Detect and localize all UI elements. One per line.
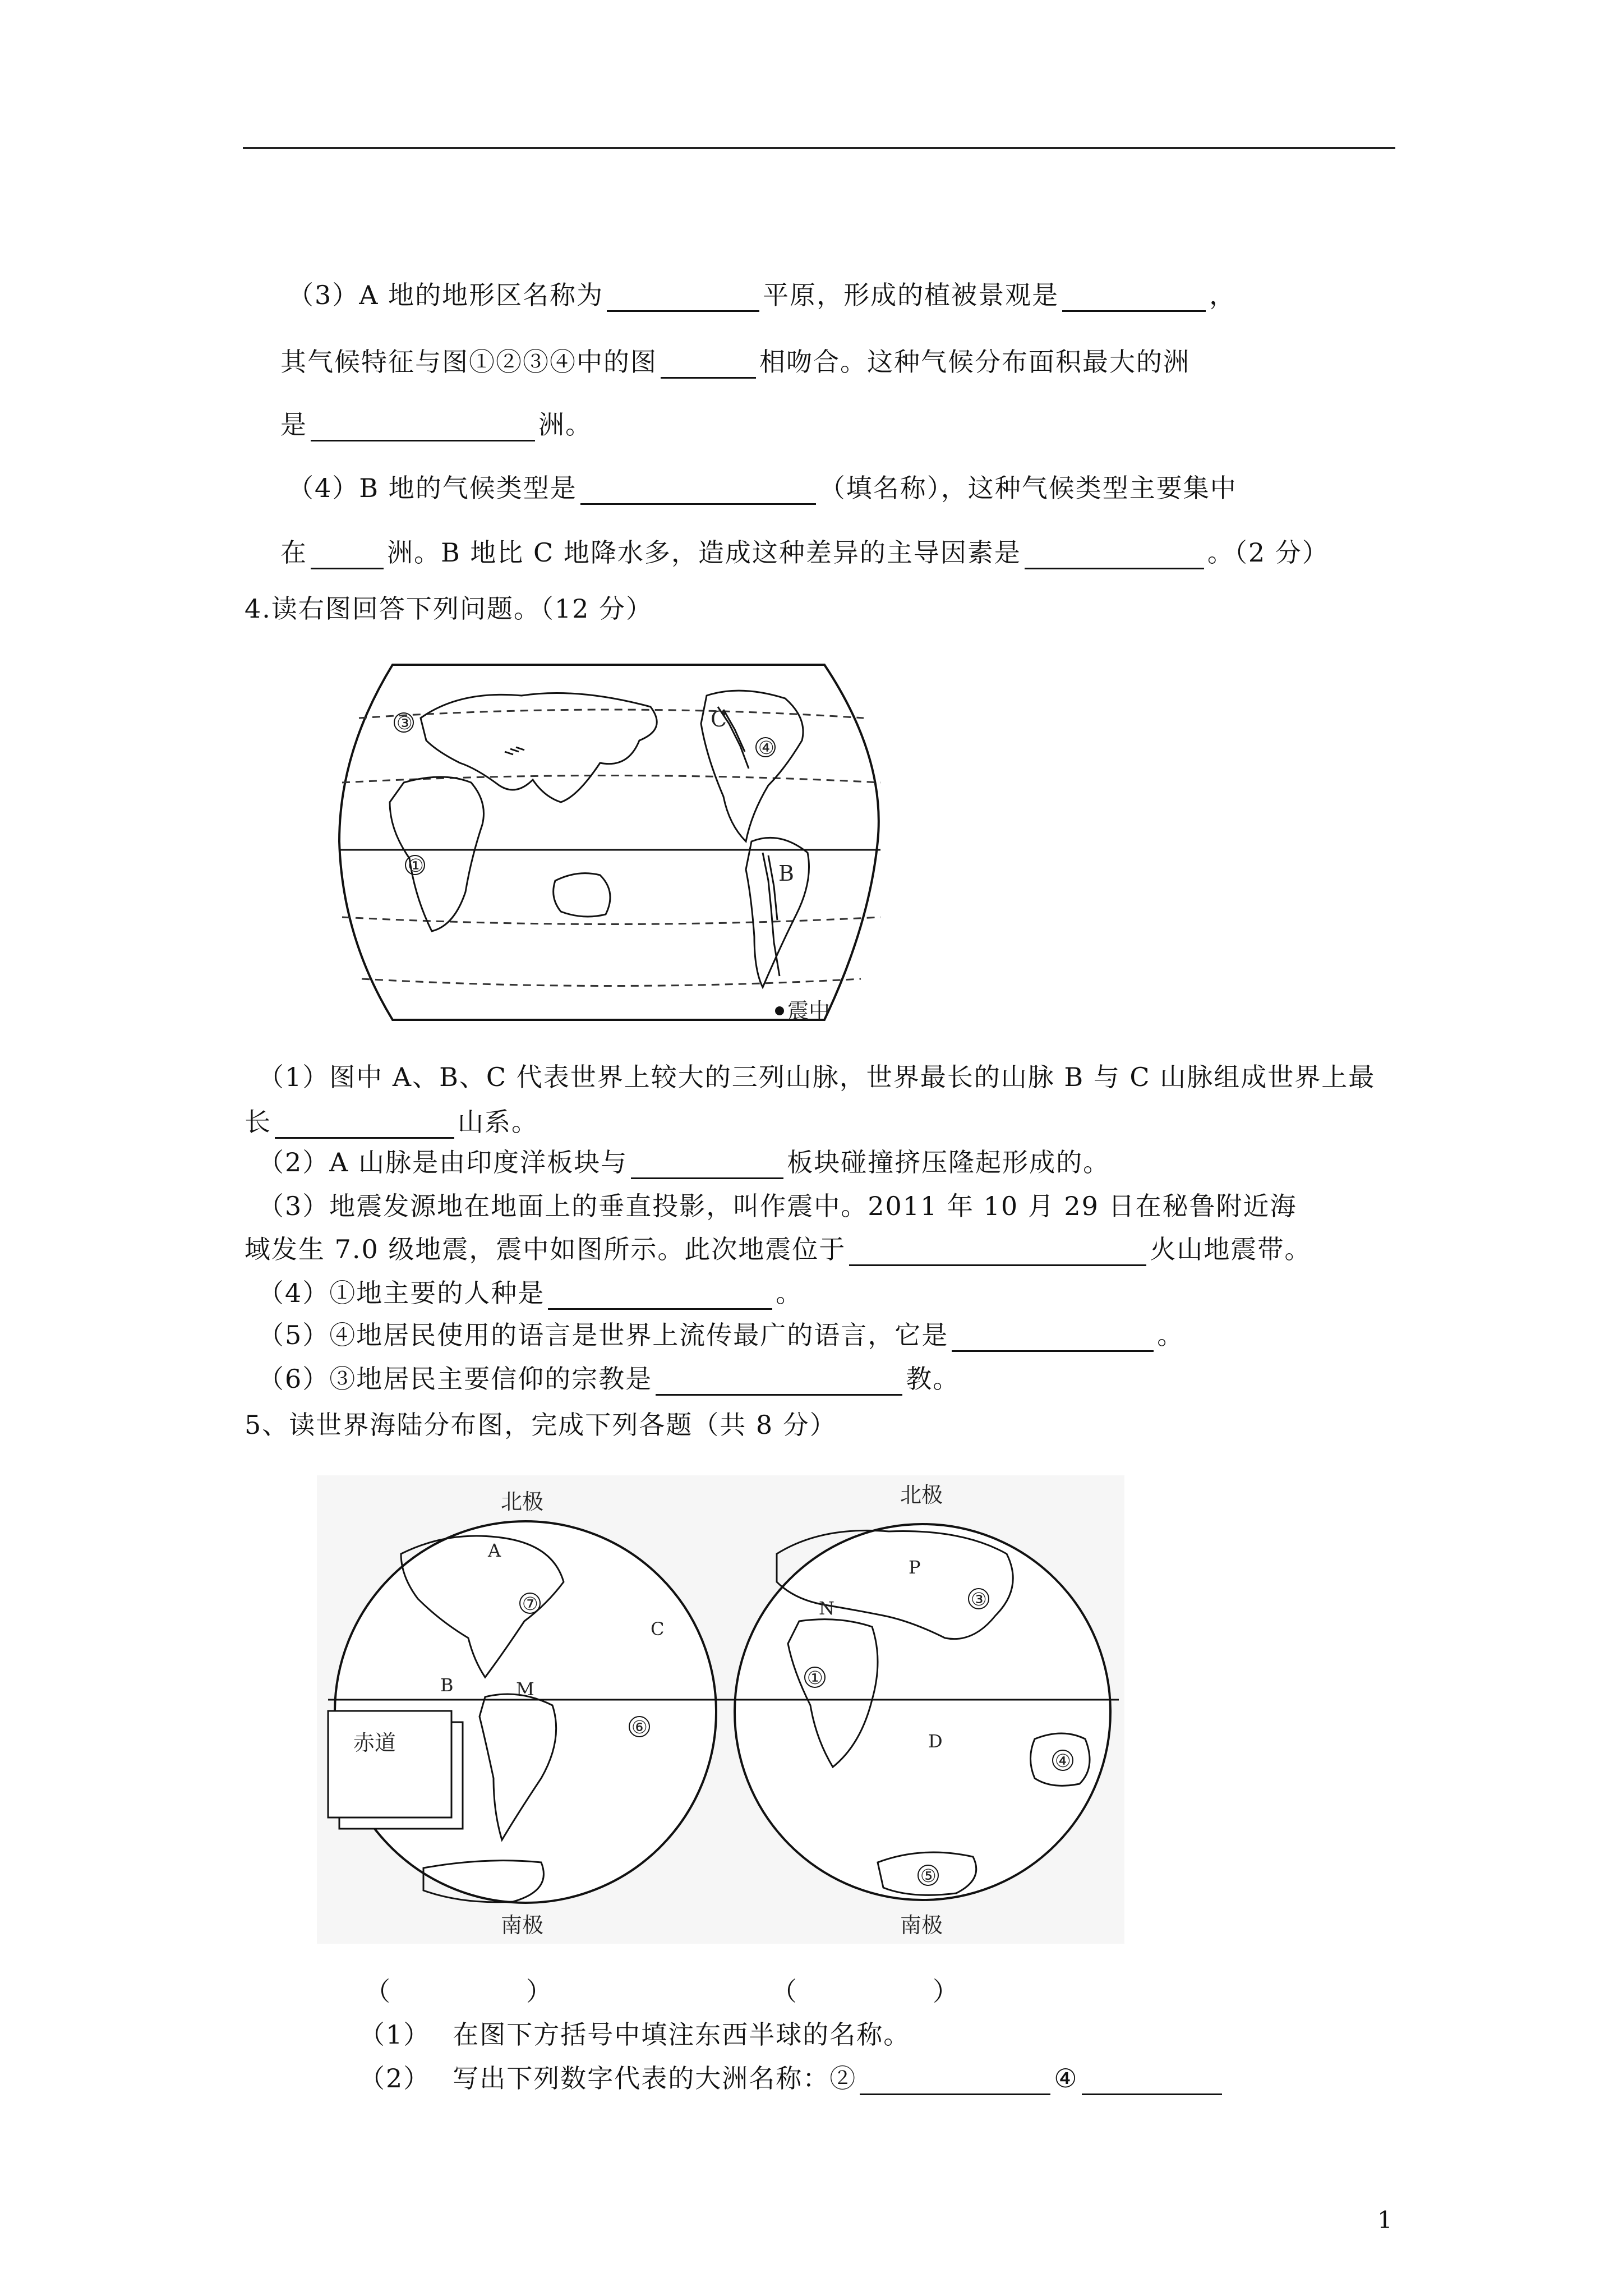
q4-s6-line: [258, 1362, 960, 1396]
q3-part3-text-2b: 相吻合。这种气候分布面积最大的洲: [759, 347, 1190, 377]
q4-label-3: ③: [396, 712, 413, 734]
blank-climate-figure[interactable]: [661, 349, 756, 379]
q5-s2-text: 写出下列数字代表的大洲名称：②: [453, 2063, 857, 2093]
q5-s1-line: [359, 2018, 910, 2051]
q4-title: 4.读右图回答下列问题。（12 分）: [245, 593, 653, 624]
q4-s4-text-a: （4）①地主要的人种是: [258, 1278, 545, 1308]
q3-part3-line1: [288, 278, 1236, 312]
q5-s1-text: 在图下方括号中填注东西半球的名称。: [453, 2019, 911, 2050]
q5-bracket-west-open: （: [365, 1976, 391, 2007]
q5-bracket-west-close: ）: [526, 1976, 553, 2007]
q5-label-5: ⑤: [920, 1865, 937, 1887]
q4-map-svg: [336, 656, 886, 1027]
q5-label-3: ③: [971, 1589, 987, 1610]
q3-part4-text-2c: 。（2 分）: [1207, 537, 1329, 568]
q5-label-P: P: [909, 1557, 921, 1578]
q3-part3-text-b: 平原，形成的植被景观是: [763, 280, 1059, 310]
q5-label-B: B: [440, 1674, 454, 1696]
q4-s3-line1: （3）地震发源地在地面上的垂直投影，叫作震中。2011 年 10 月 29 日在秘鲁附近海: [258, 1191, 1297, 1221]
q4-s5-text-b: 。: [1157, 1320, 1184, 1350]
q4-s3-text-b: 域发生 7.0 级地震，震中如图所示。此次地震位于: [245, 1234, 846, 1264]
header-rule: [243, 147, 1395, 149]
q5-label-N: N: [819, 1598, 834, 1619]
q4-label-4: ④: [758, 737, 774, 758]
q4-s1-text-b: 长: [245, 1107, 271, 1137]
q5-bracket-east-open: （: [771, 1976, 798, 2007]
blank-vegetation[interactable]: [1062, 282, 1206, 312]
q3-part4-line2: [280, 536, 1329, 569]
q5-s2-num: （2）: [359, 2063, 431, 2093]
q3-part4-text-b: （填名称），这种气候类型主要集中: [819, 473, 1237, 503]
blank-seismic-belt[interactable]: [849, 1236, 1146, 1266]
q5-north-pole-left: 北极: [501, 1489, 544, 1514]
q4-label-c: C: [711, 707, 727, 731]
q5-s1-num: （1）: [359, 2019, 431, 2050]
q5-bracket-west[interactable]: [365, 1975, 553, 2008]
q3-part3-text-3b: 洲。: [538, 409, 592, 440]
q4-s4-line: [258, 1276, 803, 1310]
q5-label-6: ⑥: [631, 1717, 648, 1738]
blank-climate-type[interactable]: [580, 475, 816, 505]
q4-s1-line1: （1）图中 A、B、C 代表世界上较大的三列山脉，世界最长的山脉 B 与 C 山脉组成世界上最: [258, 1062, 1376, 1092]
epicenter-marker: [775, 1006, 784, 1015]
q3-part4-text-2b: 洲。B 地比 C 地降水多，造成这种差异的主导因素是: [387, 537, 1021, 568]
blank-religion[interactable]: [656, 1366, 902, 1396]
q4-s2-text-a: （2）A 山脉是由印度洋板块与: [258, 1147, 628, 1177]
q4-label-b: B: [778, 861, 794, 886]
q4-s3-line2: [245, 1232, 1311, 1266]
q4-s3-text-c: 火山地震带。: [1150, 1234, 1312, 1264]
q4-s4-text-b: 。: [776, 1278, 803, 1308]
q5-hemispheres-map: [317, 1475, 1124, 1944]
q4-s6-text-a: （6）③地居民主要信仰的宗教是: [258, 1364, 653, 1394]
q3-part3-text-a: （3）A 地的地形区名称为: [288, 280, 604, 310]
q5-title: 5、读世界海陆分布图，完成下列各题（共 8 分）: [245, 1410, 837, 1440]
q4-s2-line: [258, 1145, 1110, 1179]
q4-s1-line2: [245, 1105, 538, 1139]
q5-label-C: C: [651, 1618, 665, 1640]
q5-s2-line: [359, 2062, 1225, 2095]
q3-part3-text-c: ，: [1209, 280, 1237, 310]
q5-label-A: A: [488, 1540, 501, 1561]
q5-south-pole-left: 南极: [501, 1913, 544, 1938]
q5-south-pole-right: 南极: [900, 1913, 943, 1938]
blank-terrain[interactable]: [607, 282, 759, 312]
blank-continent[interactable]: [311, 412, 535, 441]
blank-language[interactable]: [952, 1322, 1154, 1352]
q5-label-4: ④: [1055, 1750, 1071, 1772]
q3-part3-line2: [280, 345, 1190, 379]
q4-s5-line: [258, 1318, 1184, 1352]
blank-race[interactable]: [548, 1280, 772, 1310]
q5-s2-mid: ④: [1054, 2063, 1078, 2093]
q5-label-7: ⑦: [522, 1593, 538, 1614]
blank-continent-2-name[interactable]: [860, 2065, 1050, 2095]
q4-world-map: [336, 656, 886, 1027]
q5-bracket-east[interactable]: [771, 1975, 960, 2008]
q3-part4-text-a: （4）B 地的气候类型是: [288, 473, 577, 503]
q4-label-epicenter: 震中: [787, 999, 831, 1023]
blank-factor[interactable]: [1025, 540, 1204, 569]
blank-plate[interactable]: [631, 1149, 783, 1179]
page-number: 1: [1377, 2206, 1393, 2234]
q4-s1-text-c: 山系。: [458, 1107, 538, 1137]
q5-label-1: ①: [807, 1667, 823, 1688]
q3-part4-text-2a: 在: [280, 537, 307, 568]
q3-part3-line3: [280, 408, 592, 441]
blank-continent-4-name[interactable]: [1082, 2065, 1222, 2095]
q5-label-D: D: [928, 1731, 943, 1752]
q4-label-1: ①: [408, 855, 424, 876]
q4-s5-text-a: （5）④地居民使用的语言是世界上流传最广的语言，它是: [258, 1320, 949, 1350]
q3-part4-line1: [288, 471, 1237, 505]
q5-equator-label: 赤道: [353, 1731, 396, 1755]
q5-north-pole-right: 北极: [900, 1483, 943, 1507]
q5-label-M: M: [516, 1678, 534, 1700]
blank-continent-2[interactable]: [311, 540, 384, 569]
q5-map-svg: [317, 1475, 1124, 1944]
blank-mountain-system[interactable]: [275, 1109, 454, 1139]
q3-part3-text-2a: 其气候特征与图①②③④中的图: [280, 347, 657, 377]
q4-s6-text-b: 教。: [906, 1364, 960, 1394]
q3-part3-text-3a: 是: [280, 409, 307, 440]
q4-s2-text-b: 板块碰撞挤压隆起形成的。: [787, 1147, 1110, 1177]
q5-bracket-east-close: ）: [933, 1976, 960, 2007]
